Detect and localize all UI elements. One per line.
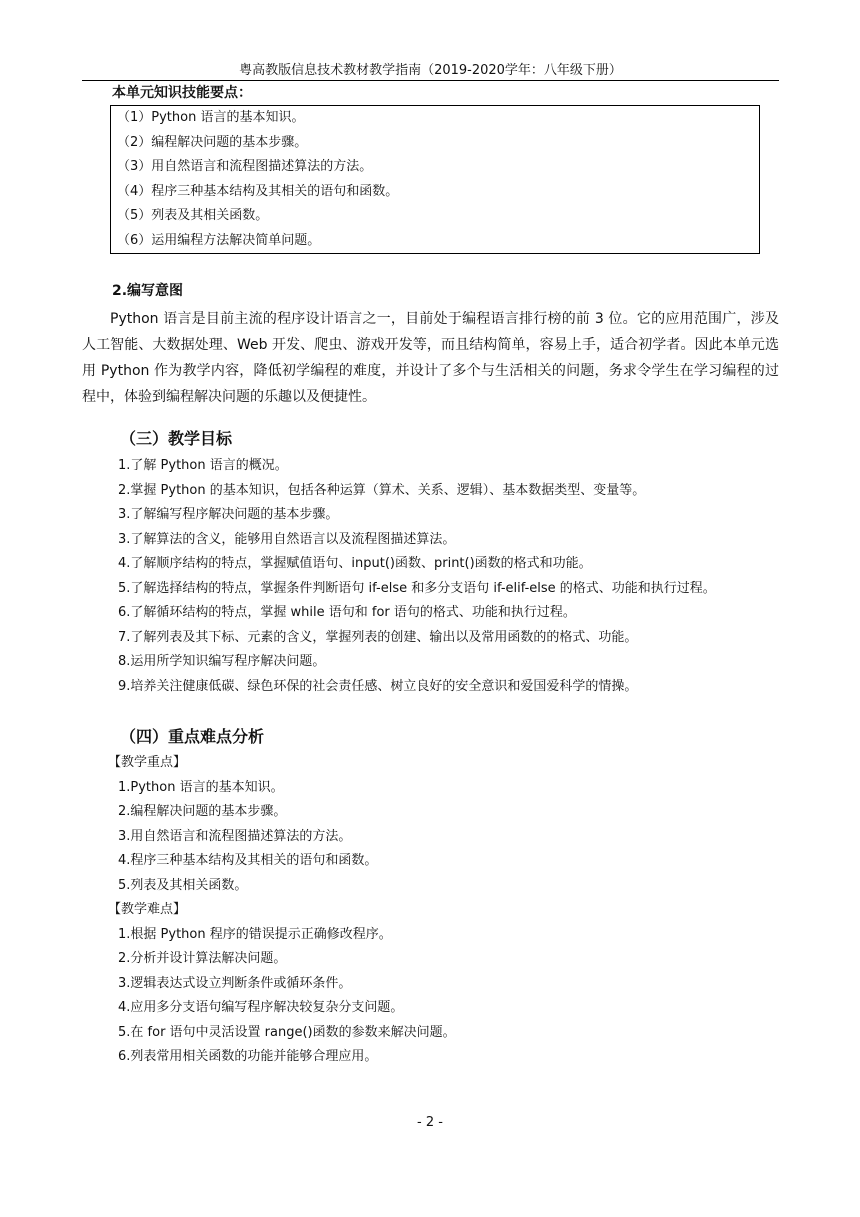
- difficulty-item: 2.分析并设计算法解决问题。: [118, 951, 287, 966]
- goal-item: 7.了解列表及其下标、元素的含义，掌握列表的创建、输出以及常用函数的的格式、功能。: [118, 629, 638, 645]
- goal-item: 1.了解 Python 语言的概况。: [118, 458, 288, 473]
- difficulties-label: 【教学难点】: [108, 902, 187, 917]
- key-point-item: 1.Python 语言的基本知识。: [118, 779, 284, 795]
- goal-item: 3.了解编写程序解决问题的基本步骤。: [118, 507, 339, 522]
- difficulty-item: 5.在 for 语句中灵活设置 range()函数的参数来解决问题。: [118, 1024, 456, 1040]
- section-2-paragraph: Python 语言是目前主流的程序设计语言之一，目前处于编程语言排行榜的前 3 位。它的应用范围广，涉及人工智能、大数据处理、Web 开发、爬虫、游戏开发等，而且结构简单，容易上手，适合初学者。因此本单元选用 Python 作为教学内容，降低初学编程的难度，并设计了多个与生活相关的问题，务求令学生在学习编程的过程中，体验到编程解决问题的乐趣以及便捷性。: [82, 311, 779, 405]
- key-difficulty-list: [82, 751, 779, 1070]
- knowledge-point-item: （1）Python 语言的基本知识。: [117, 110, 305, 125]
- goal-item: 3.了解算法的含义，能够用自然语言以及流程图描述算法。: [118, 531, 456, 547]
- knowledge-point-item: （2）编程解决问题的基本步骤。: [117, 134, 308, 150]
- key-point-item: 3.用自然语言和流程图描述算法的方法。: [118, 828, 352, 844]
- key-point-item: 2.编程解决问题的基本步骤。: [118, 804, 287, 819]
- page-number: - 2 -: [417, 1115, 443, 1130]
- key-points-label: 【教学重点】: [108, 755, 187, 770]
- section-2-title: 2.编写意图: [112, 283, 184, 299]
- goal-item: 5.了解选择结构的特点，掌握条件判断语句 if-else 和多分支语句 if-elif-else 的格式、功能和执行过程。: [118, 580, 716, 596]
- page-header: 粤高教版信息技术教材教学指南（2019-2020学年：八年级下册）: [82, 62, 779, 81]
- goal-item: 4.了解顺序结构的特点，掌握赋值语句、input()函数、print()函数的格式和功能。: [118, 556, 592, 571]
- section-3-title: （三）教学目标: [120, 429, 233, 448]
- goal-item: 2.掌握 Python 的基本知识，包括各种运算（算术、关系、逻辑）、基本数据类型、变量等。: [118, 482, 646, 498]
- knowledge-point-item: （4）程序三种基本结构及其相关的语句和函数。: [117, 183, 399, 199]
- key-point-item: 5.列表及其相关函数。: [118, 877, 248, 893]
- knowledge-point-item: （6）运用编程方法解决简单问题。: [117, 232, 321, 248]
- key-point-item: 4.程序三种基本结构及其相关的语句和函数。: [118, 853, 378, 868]
- difficulty-item: 1.根据 Python 程序的错误提示正确修改程序。: [118, 926, 392, 942]
- goal-item: 9.培养关注健康低碳、绿色环保的社会责任感、树立良好的安全意识和爱国爱科学的情操。: [118, 678, 638, 694]
- knowledge-points-box: [110, 105, 760, 254]
- knowledge-point-item: （3）用自然语言和流程图描述算法的方法。: [117, 159, 373, 174]
- section-4-title: （四）重点难点分析: [120, 727, 265, 746]
- knowledge-point-item: （5）列表及其相关函数。: [117, 208, 269, 223]
- knowledge-points-title: 本单元知识技能要点：: [112, 85, 252, 101]
- difficulty-item: 4.应用多分支语句编写程序解决较复杂分支问题。: [118, 1000, 404, 1015]
- goal-item: 6.了解循环结构的特点，掌握 while 语句和 for 语句的格式、功能和执行过程。: [118, 605, 576, 620]
- difficulty-item: 3.逻辑表达式设立判断条件或循环条件。: [118, 975, 352, 991]
- goal-item: 8.运用所学知识编写程序解决问题。: [118, 654, 326, 669]
- difficulty-item: 6.列表常用相关函数的功能并能够合理应用。: [118, 1049, 378, 1064]
- teaching-goals-list: [82, 454, 779, 699]
